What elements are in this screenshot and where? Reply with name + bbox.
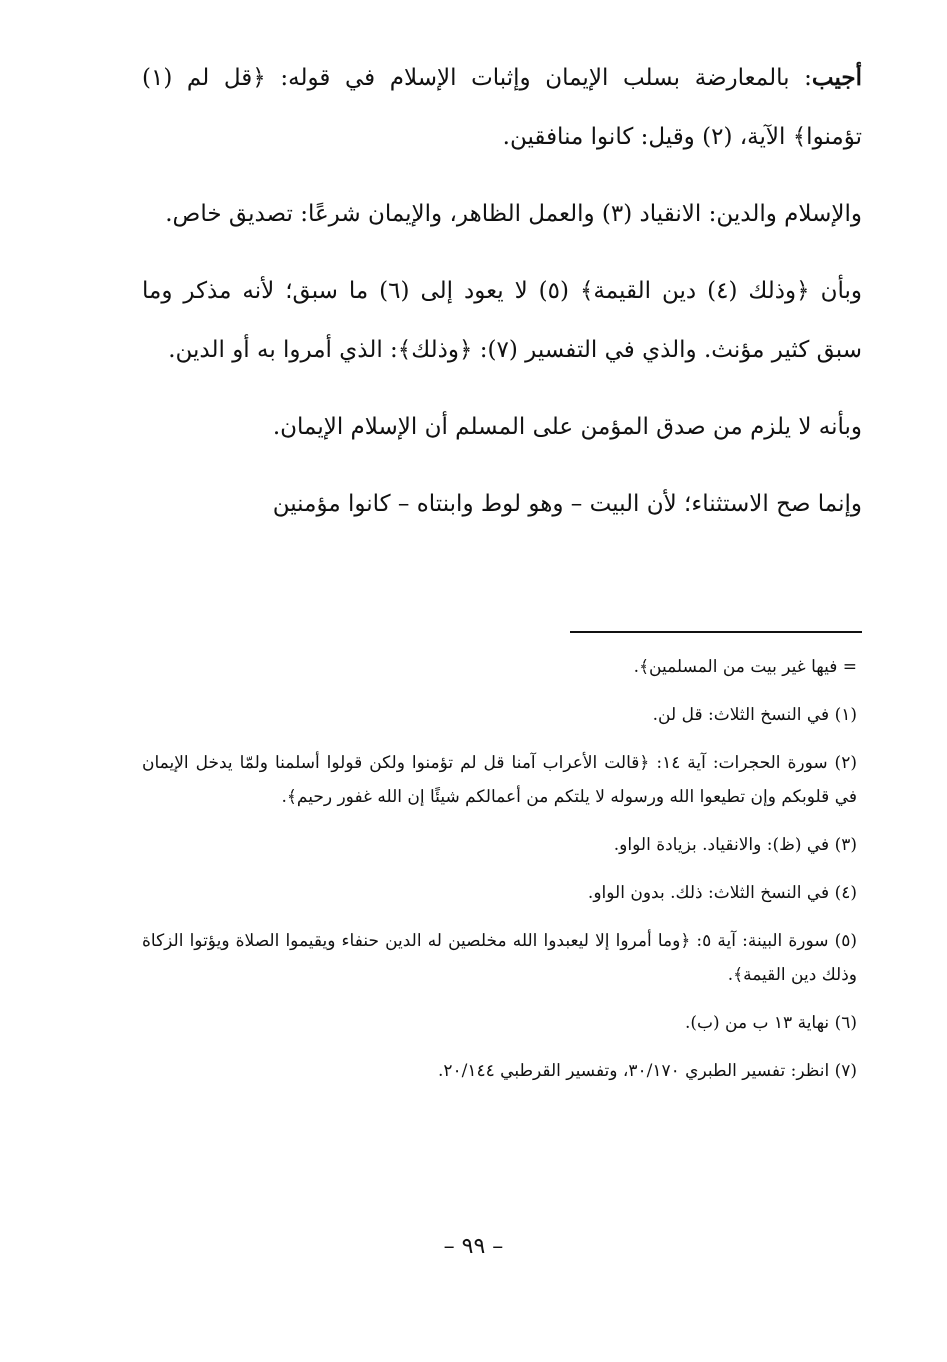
footnote-5: (٥) سورة البينة: آية ٥: ﴿وما أمروا إلا ليعبدوا الله مخلصين له الدين حنفاء ويقيموا الصلاة ويؤتوا الزكاة وذلك دين القيمة﴾. — [142, 931, 858, 985]
footnote-divider — [570, 631, 862, 633]
footnote-continuation: = فيها غير بيت من المسلمين﴾. — [633, 657, 857, 677]
lead-word: أجيب — [811, 64, 862, 91]
footnote-2: (٢) سورة الحجرات: آية ١٤: ﴿قالت الأعراب آمنا قل لم تؤمنوا ولكن قولوا أسلمنا ولمّا يدخل الإيمان في قلوبكم وإن تطيعوا الله ورسوله لا يلتكم من أعمالكم شيئًا إن الله غفور رحيم﴾. — [142, 753, 857, 807]
footnote-4: (٤) في النسخ الثلاث: ذلك. بدون الواو. — [587, 883, 857, 903]
footnote-7: (٧) انظر: تفسير الطبري ٣٠/١٧٠، وتفسير القرطبي ٢٠/١٤٤. — [437, 1061, 857, 1081]
footnote-6: (٦) نهاية ١٣ ب من (ب). — [684, 1013, 857, 1033]
paragraph-dhalika: وبأن ﴿وذلك (٤) دين القيمة﴾ (٥) لا يعود إلى (٦) ما سبق؛ لأنه مذكر وما سبق كثير مؤنث. والذي في التفسير (٧): ﴿وذلك﴾: الذي أمروا به أو الدين. — [142, 278, 862, 363]
paragraph-no-implication: وبأنه لا يلزم من صدق المؤمن على المسلم أن الإسلام الإيمان. — [272, 414, 862, 440]
footnote-1: (١) في النسخ الثلاث: قل لن. — [652, 705, 857, 725]
paragraph-answer — [142, 48, 862, 167]
footnotes-section — [142, 650, 857, 1102]
page-number: – ٩٩ – — [443, 1234, 504, 1259]
paragraph-answer-text: : بالمعارضة بسلب الإيمان وإثبات الإسلام في قوله: ﴿قل لم (١) تؤمنوا﴾ الآية، (٢) وقيل: كانوا منافقين. — [142, 65, 862, 150]
paragraph-islam-definition: والإسلام والدين: الانقياد (٣) والعمل الظاهر، والإيمان شرعًا: تصديق خاص. — [165, 201, 862, 227]
footnote-3: (٣) في (ظ): والانقياد. بزيادة الواو. — [613, 835, 857, 855]
paragraph-exception: وإنما صح الاستثناء؛ لأن البيت – وهو لوط وابنتاه – كانوا مؤمنين — [272, 491, 862, 517]
main-text-body — [142, 48, 862, 534]
